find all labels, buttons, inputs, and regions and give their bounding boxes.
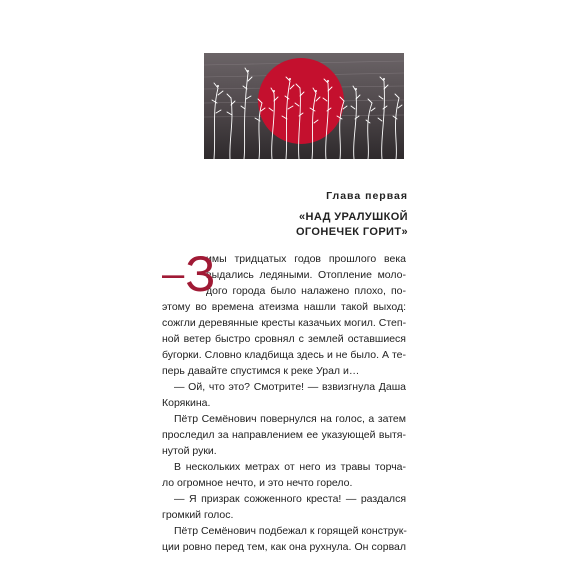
text-line: нутой руки. bbox=[162, 445, 217, 457]
text-line: этому во времена атеизма нашли такой выход: bbox=[162, 301, 406, 313]
text-line: — Я призрак сожженного креста! — раздался bbox=[174, 493, 406, 505]
drop-cap-dash: – bbox=[162, 252, 185, 296]
text-line: бугорки. Словно кладбища здесь и не было. А те- bbox=[162, 349, 406, 361]
text-line: — Ой, что это? Смотрите! — взвизгнула Даша bbox=[174, 381, 406, 393]
text-line: проследил за направлением ее указующей вытя- bbox=[162, 429, 406, 441]
text-line: выдались ледяными. Отопление моло- bbox=[206, 269, 406, 281]
text-line: дого города было налажено плохо, по- bbox=[206, 285, 406, 297]
drop-cap bbox=[162, 246, 216, 302]
chapter-title bbox=[296, 210, 408, 240]
text-line: Пётр Семёнович подбежал к горящей конструк- bbox=[174, 525, 407, 537]
text-line: имы тридцатых годов прошлого века bbox=[206, 253, 406, 265]
text-line: ной ветер быстро сровнял с землей оставшиеся bbox=[162, 333, 406, 345]
text-line: громкий голос. bbox=[162, 509, 234, 521]
text-line: ции ровно перед тем, как она рухнула. Он сорвал bbox=[162, 541, 406, 553]
text-line: ло огромное нечто, и это нечто горело. bbox=[162, 477, 353, 489]
text-line: Пётр Семёнович повернулся на голос, а затем bbox=[174, 413, 406, 425]
chapter-title-line: ОГОНЕЧЕК ГОРИТ» bbox=[295, 226, 408, 238]
text-line: Корякина. bbox=[162, 397, 211, 409]
chapter-text bbox=[162, 246, 407, 555]
text-line: В нескольких метрах от него из травы торча- bbox=[174, 461, 406, 473]
sun-shape bbox=[258, 58, 344, 144]
chapter-title-line: «НАД УРАЛУШКОЙ bbox=[299, 211, 408, 223]
text-line: сожгли деревянные кресты казачьих могил. Степ- bbox=[162, 317, 407, 329]
text-line: перь давайте спустимся к реке Урал и… bbox=[162, 365, 360, 377]
drop-cap-letter: З bbox=[185, 246, 216, 302]
chapter-label: Глава первая bbox=[326, 190, 408, 202]
red-sun-over-grass-illustration bbox=[204, 53, 404, 159]
